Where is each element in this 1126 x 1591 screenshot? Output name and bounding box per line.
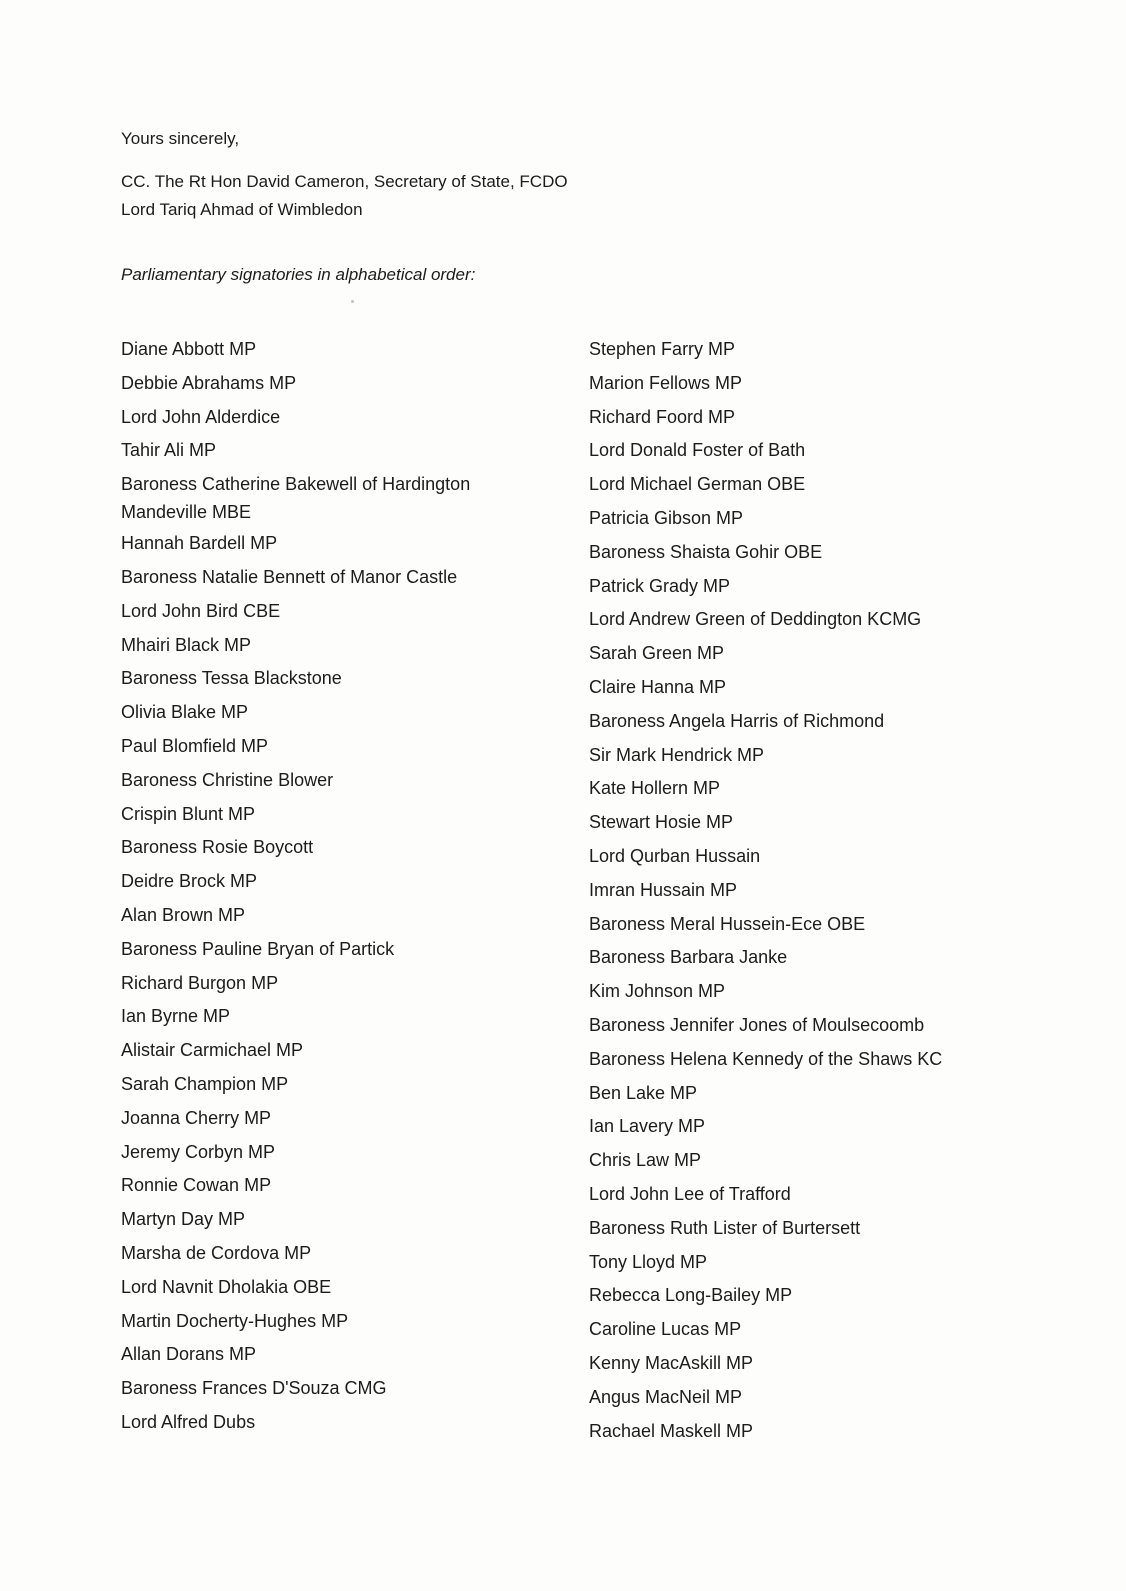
signatory: Crispin Blunt MP [121, 803, 256, 824]
signatory: Martyn Day MP [121, 1209, 246, 1230]
signatory: Hannah Bardell MP [121, 533, 278, 554]
closing-line: Yours sincerely, [121, 129, 240, 148]
signatory: Baroness Rosie Boycott [121, 837, 314, 858]
signatory: Lord John Alderdice [121, 406, 281, 427]
signatory: Debbie Abrahams MP [121, 372, 297, 393]
signatory: Alan Brown MP [121, 904, 246, 925]
signatory: Lord Andrew Green of Deddington KCMG [589, 609, 922, 630]
signatory: Baroness Helena Kennedy of the Shaws KC [589, 1048, 943, 1069]
signatory: Ben Lake MP [589, 1082, 698, 1103]
signatory: Tony Lloyd MP [589, 1251, 708, 1272]
signatory: Kim Johnson MP [589, 981, 726, 1002]
signatory: Caroline Lucas MP [589, 1319, 742, 1340]
signatory: Baroness Angela Harris of Richmond [589, 710, 885, 731]
signatory: Lord Qurban Hussain [589, 845, 761, 866]
signatory: Lord Navnit Dholakia OBE [121, 1276, 332, 1297]
signatory: Baroness Jennifer Jones of Moulsecoomb [589, 1014, 925, 1035]
cc-block [121, 168, 568, 224]
signatory: Rachael Maskell MP [589, 1420, 754, 1441]
signatory: Lord John Lee of Trafford [589, 1183, 791, 1204]
signatory: Baroness Shaista Gohir OBE [589, 541, 823, 562]
signatory: Baroness Barbara Janke [589, 947, 788, 968]
cc-line-1: CC. The Rt Hon David Cameron, Secretary of State, FCDO [121, 172, 568, 191]
signatory: Sarah Green MP [589, 643, 725, 664]
signatories-left-column [121, 338, 541, 1445]
signatory: Joanna Cherry MP [121, 1107, 272, 1128]
signatory: Sir Mark Hendrick MP [589, 744, 765, 765]
signatory: Baroness Meral Hussein-Ece OBE [589, 913, 866, 934]
signatory: Ian Lavery MP [589, 1116, 706, 1137]
signatory: Lord Alfred Dubs [121, 1411, 256, 1432]
signatory: Diane Abbott MP [121, 339, 257, 359]
signatory: Imran Hussain MP [589, 879, 738, 900]
signatory: Martin Docherty-Hughes MP [121, 1310, 349, 1331]
signatory: Ian Byrne MP [121, 1006, 231, 1027]
signatory: Allan Dorans MP [121, 1344, 257, 1365]
signatory: Jeremy Corbyn MP [121, 1141, 276, 1162]
signatory: Chris Law MP [589, 1150, 702, 1171]
signatories-heading: Parliamentary signatories in alphabetical order: [121, 265, 476, 284]
signatory: Kate Hollern MP [589, 778, 721, 799]
signatory: Kenny MacAskill MP [589, 1352, 754, 1373]
signatory: Baroness Frances D'Souza CMG [121, 1378, 387, 1399]
signatory: Claire Hanna MP [589, 676, 727, 697]
scan-speck [351, 300, 354, 303]
signatory: Rebecca Long-Bailey MP [589, 1285, 793, 1306]
signatory: Lord Michael German OBE [589, 474, 806, 495]
signatory: Richard Foord MP [589, 406, 736, 427]
signatory: Lord Donald Foster of Bath [589, 440, 806, 461]
cc-line-2: Lord Tariq Ahmad of Wimbledon [121, 200, 363, 219]
signatory: Baroness Ruth Lister of Burtersett [589, 1217, 861, 1238]
signatory: Alistair Carmichael MP [121, 1040, 304, 1061]
signatory: Ronnie Cowan MP [121, 1175, 272, 1196]
signatory: Baroness Tessa Blackstone [121, 668, 342, 689]
signatory: Stephen Farry MP [589, 339, 736, 359]
signatory: Richard Burgon MP [121, 972, 279, 993]
signatory: Baroness Pauline Bryan of Partick [121, 938, 395, 959]
signatory: Tahir Ali MP [121, 440, 217, 461]
signatory: Angus MacNeil MP [589, 1386, 743, 1407]
signatory: Marion Fellows MP [589, 372, 743, 393]
signatory: Sarah Champion MP [121, 1073, 289, 1094]
signatory: Lord John Bird CBE [121, 600, 281, 621]
signatory: Patrick Grady MP [589, 575, 731, 596]
signatory: Baroness Catherine Bakewell of Hardington Mandeville MBE [121, 474, 471, 523]
signatory: Mhairi Black MP [121, 634, 252, 655]
signatory: Stewart Hosie MP [589, 812, 734, 833]
signatory: Paul Blomfield MP [121, 735, 269, 756]
signatory: Olivia Blake MP [121, 702, 249, 723]
signatories-right-column [589, 338, 1009, 1453]
signatory: Marsha de Cordova MP [121, 1242, 312, 1263]
signatory: Baroness Christine Blower [121, 769, 334, 790]
signatory: Deidre Brock MP [121, 871, 258, 892]
signatory: Patricia Gibson MP [589, 507, 744, 528]
signatory: Baroness Natalie Bennett of Manor Castle [121, 566, 458, 587]
